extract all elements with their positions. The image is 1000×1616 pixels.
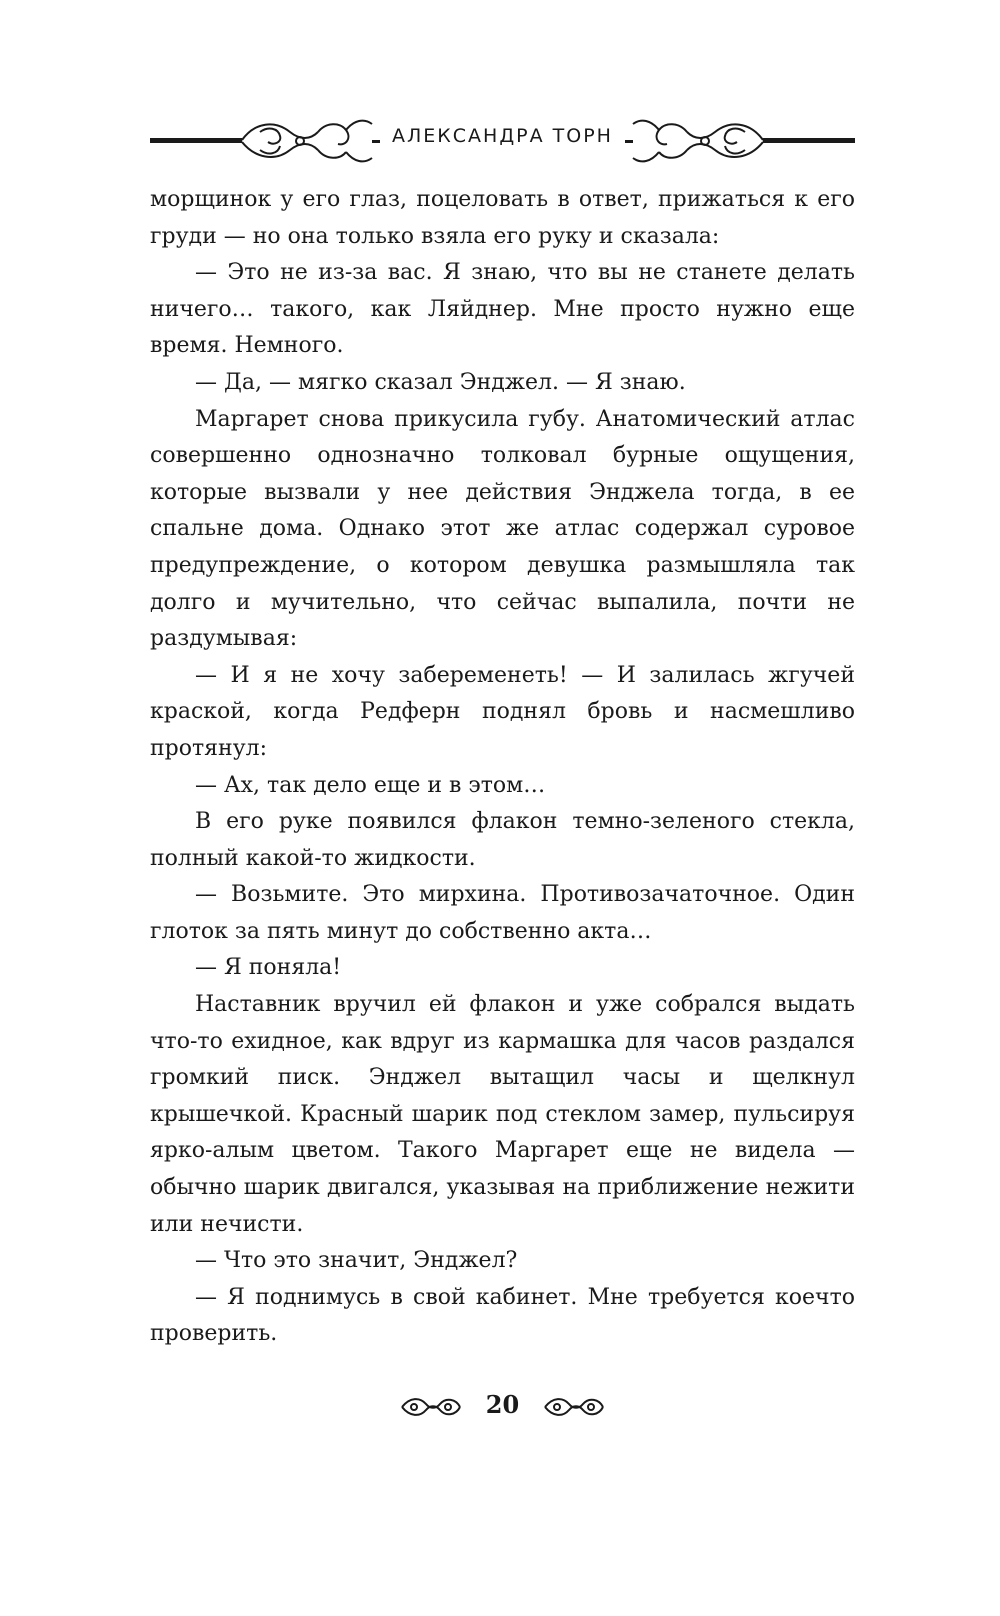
paragraph: — Я поднимусь в свой кабинет. Мне требуется коечто проверить. [150, 1284, 855, 1347]
paragraph: — Возьмите. Это мирхина. Противозачаточное. Один глоток за пять минут до собственно акта… [150, 882, 855, 944]
paragraph: морщинок у его глаз, поцеловать в ответ, прижаться к его груди — но она только взяла его руку и сказала: [150, 187, 855, 249]
paragraph: — Я поняла! [195, 955, 342, 981]
paragraph: В его руке появился флакон темно-зеленого стекла, полный какой-то жидкости. [150, 809, 855, 871]
paragraph: — Да, — мягко сказал Энджел. — Я знаю. [195, 369, 686, 395]
paragraph: — Что это значит, Энджел? [195, 1248, 518, 1274]
paragraph: — Ах, так дело еще и в этом… [195, 772, 546, 798]
running-header [150, 112, 855, 174]
page-footer [400, 1388, 605, 1428]
paragraph: — И я не хочу забеременеть! — И залилась жгучей краской, когда Редферн поднял бровь и насмешливо протянул: [150, 662, 855, 761]
paragraph: — Это не из-за вас. Я знаю, что вы не станете делать ничего… такого, как Ляйднер. Мне просто нужно еще время. Немного. [150, 260, 855, 359]
page-number: 20 [485, 1390, 520, 1419]
right-footer-ornament [543, 1394, 605, 1420]
body-text [150, 182, 855, 1353]
paragraph: Маргарет снова прикусила губу. Анатомический атлас совершенно однозначно толковал бурные ощущения, которые вызвали у нее действия Энджела тогда, в ее спальне дома. Однако этот же атлас содержал суровое предупреждение, о котором девушка размышляла так долго и мучительно, что сейчас выпалила, почти не раздумывая: [150, 406, 855, 652]
paragraph: Наставник вручил ей флакон и уже собрался выдать что-то ехидное, как вдруг из кармашка для часов раздался громкий писк. Энджел вытащил часы и щелкнул крышечкой. Красный шарик под стеклом замер, пульсируя ярко-алым цветом. Такого Маргарет еще не видела — обычно шарик двигался, указывая на приближение нежити или нечисти. [150, 992, 855, 1237]
author-name: АЛЕКСАНДРА ТОРН [392, 125, 613, 147]
